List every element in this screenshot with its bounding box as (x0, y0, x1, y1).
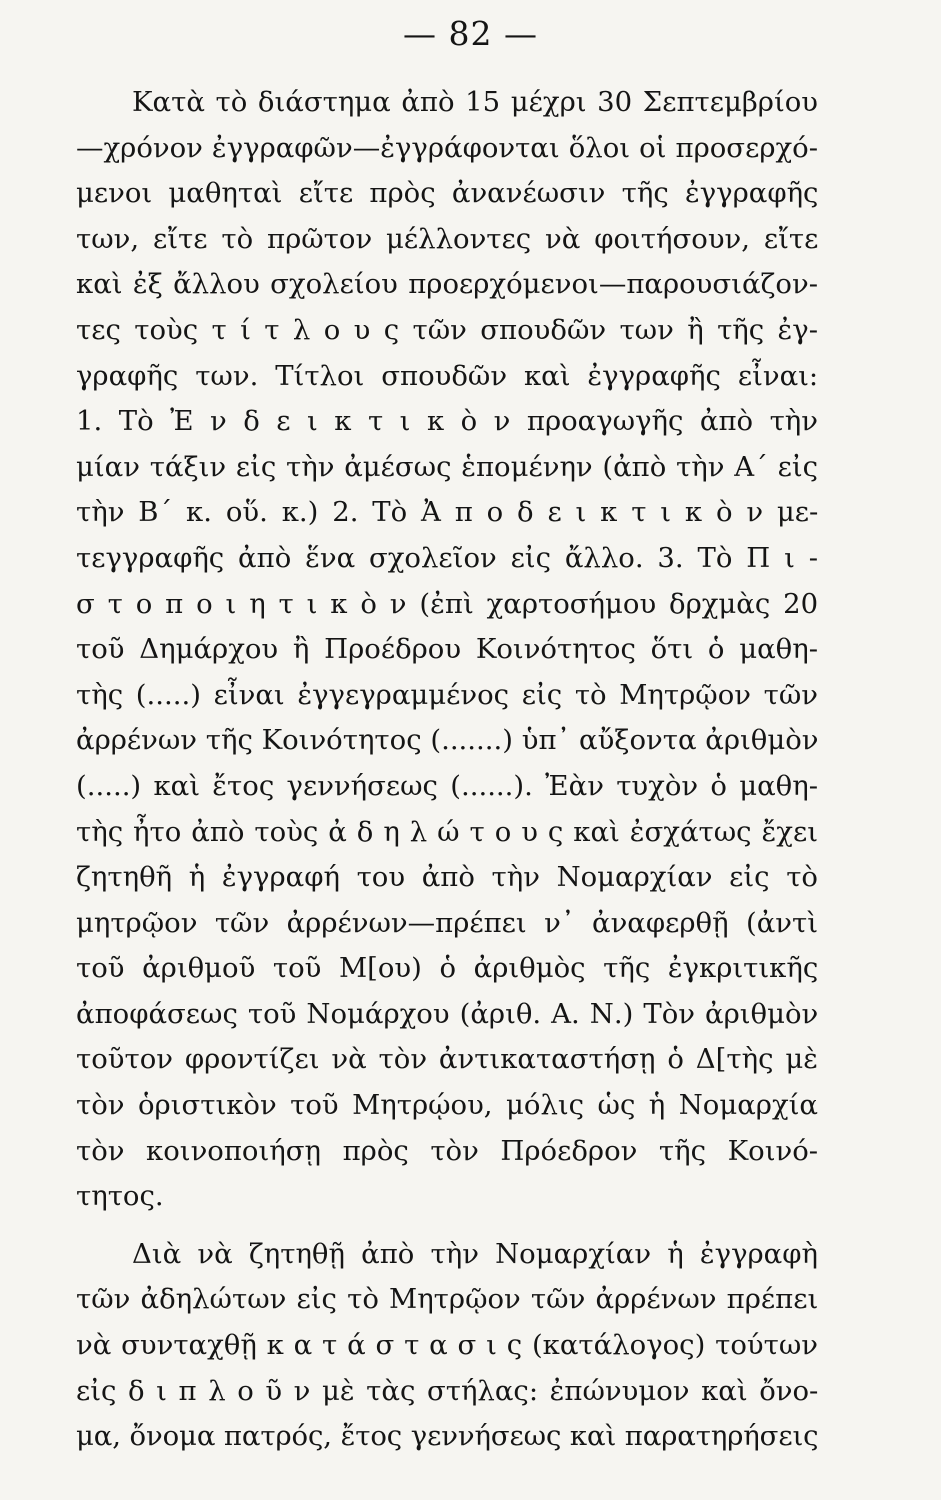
text-line: τοῦτον φροντίζει νὰ τὸν ἀντικαταστήσῃ ὁ Δ[τὴς μὲ (76, 1043, 818, 1076)
text-line: τοῦ Δημάρχου ἢ Προέδρου Κοινότητος ὅτι ὁ μαθη- (76, 633, 818, 666)
paragraph-2 (76, 1232, 818, 1460)
text-line: καὶ ἐξ ἄλλου σχολείου προερχόμενοι—παρουσιάζον- (76, 268, 818, 301)
text-line: εἰς δ ι π λ ο ῦ ν μὲ τὰς στήλας: ἐπώνυμον καὶ ὄνο- (76, 1374, 819, 1407)
text-line: Διὰ νὰ ζητηθῇ ἀπὸ τὴν Νομαρχίαν ἡ ἐγγραφὴ (132, 1237, 818, 1270)
paragraph-1 (76, 80, 818, 1220)
text-line: μητρῷον τῶν ἀρρένων—πρέπει ν᾽ ἀναφερθῇ (ἀντὶ (76, 906, 818, 939)
text-line: μα, ὄνομα πατρός, ἔτος γεννήσεως καὶ παρατηρήσεις (76, 1420, 819, 1453)
text-line: τοῦ ἀριθμοῦ τοῦ Μ[ου) ὁ ἀριθμὸς τῆς ἐγκριτικῆς (76, 952, 819, 985)
text-line: τητος. (76, 1180, 164, 1213)
body-text (76, 80, 818, 1460)
text-line: μενοι μαθηταὶ εἴτε πρὸς ἀνανέωσιν τῆς ἐγγραφῆς (76, 177, 819, 210)
text-line: τὸν ὁριστικὸν τοῦ Μητρῴου, μόλις ὡς ἡ Νομαρχία (76, 1089, 818, 1122)
text-line: 1. Τὸ Ἐ ν δ ε ι κ τ ι κ ὸ ν προαγωγῆς ἀπὸ τὴν (76, 405, 818, 438)
text-line: τὴν Β΄ κ. οὕ. κ.) 2. Τὸ Ἀ π ο δ ε ι κ τ ι κ ὸ ν με- (76, 496, 819, 529)
text-line: ζητηθῆ ἡ ἐγγραφή του ἀπὸ τὴν Νομαρχίαν εἰς τὸ (76, 861, 818, 894)
text-line: τὴς (.....) εἶναι ἐγγεγραμμένος εἰς τὸ Μητρῷον τῶν (76, 678, 818, 711)
text-line: τες τοὺς τ ί τ λ ο υ ς τῶν σπουδῶν των ἢ τῆς ἐγ- (76, 313, 819, 346)
text-line: των, εἴτε τὸ πρῶτον μέλλοντες νὰ φοιτήσουν, εἴτε (76, 222, 819, 255)
text-line: τὸν κοινοποιήσῃ πρὸς τὸν Πρόεδρον τῆς Κοινό- (76, 1134, 819, 1167)
page-number: — 82 — (403, 14, 538, 53)
text-line: Κατὰ τὸ διάστημα ἀπὸ 15 μέχρι 30 Σεπτεμβρίου (132, 86, 818, 118)
text-line: σ τ ο π ο ι η τ ι κ ὸ ν (ἐπὶ χαρτοσήμου δρχμὰς 20 (76, 587, 819, 620)
text-line: γραφῆς των. Τίτλοι σπουδῶν καὶ ἐγγραφῆς εἶναι: (76, 359, 819, 392)
text-line: (.....) καὶ ἔτος γεννήσεως (......). Ἐὰν τυχὸν ὁ μαθη- (76, 769, 818, 802)
text-line: ἀποφάσεως τοῦ Νομάρχου (ἀριθ. Α. Ν.) Τὸν ἀριθμὸν (76, 997, 819, 1030)
text-line: τεγγραφῆς ἀπὸ ἕνα σχολεῖον εἰς ἄλλο. 3. Τὸ Π ι - (76, 541, 818, 574)
text-line: τῶν ἀδηλώτων εἰς τὸ Μητρῷον τῶν ἀρρένων πρέπει (76, 1283, 819, 1316)
text-line: —χρόνον ἐγγραφῶν—ἐγγράφονται ὅλοι οἱ προσερχό- (76, 131, 818, 164)
text-line: ἀρρένων τῆς Κοινότητος (.......) ὑπ᾽ αὔξοντα ἀριθμὸν (76, 724, 819, 757)
text-line: μίαν τάξιν εἰς τὴν ἀμέσως ἑπομένην (ἀπὸ τὴν Α΄ εἰς (76, 450, 818, 483)
text-line: νὰ συνταχθῇ κ α τ ά σ τ α σ ι ς (κατάλογος) τούτων (76, 1329, 818, 1362)
text-line: τὴς ἦτο ἀπὸ τοὺς ἀ δ η λ ώ τ ο υ ς καὶ ἐσχάτως ἔχει (76, 815, 818, 848)
